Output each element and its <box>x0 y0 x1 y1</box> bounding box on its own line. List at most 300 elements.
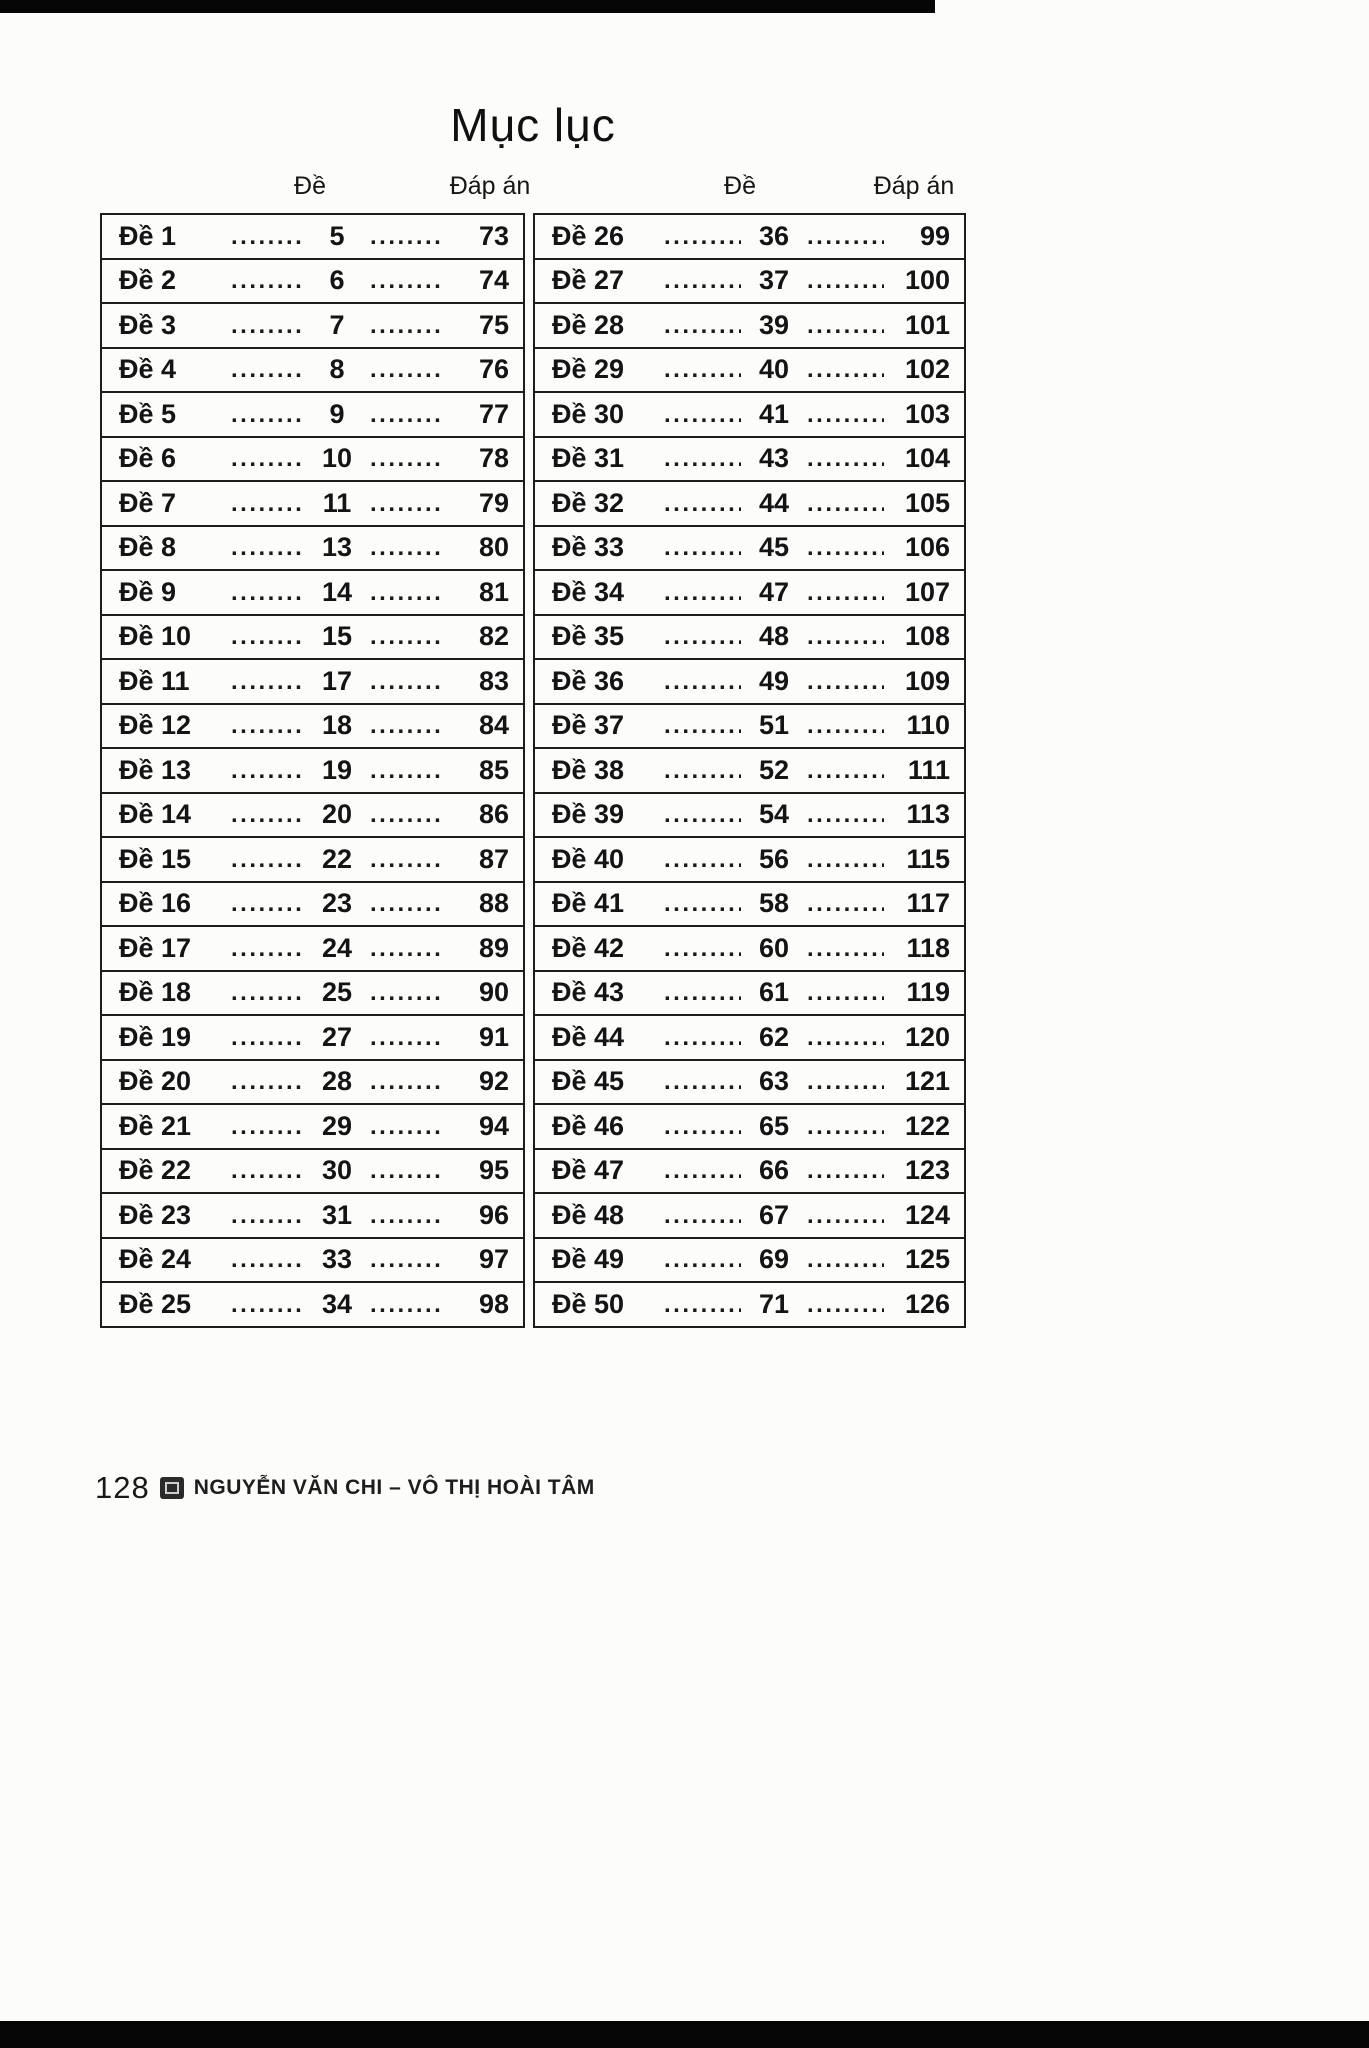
dapan-page-number: 126 <box>904 1288 950 1319</box>
dot-leader <box>807 1112 884 1148</box>
toc-entry <box>100 1059 525 1106</box>
de-page-number: 22 <box>321 843 353 874</box>
page-footer <box>95 1470 595 1506</box>
toc-entry <box>100 792 525 839</box>
publisher-logo-icon <box>160 1477 184 1499</box>
dot-leader <box>807 489 884 525</box>
dapan-page-number: 103 <box>904 398 950 429</box>
toc-entry <box>533 703 966 750</box>
dot-leader <box>664 400 741 436</box>
dot-leader <box>807 311 884 347</box>
dot-leader <box>807 1067 884 1103</box>
dapan-page-number: 77 <box>478 398 509 429</box>
entry-label: Đề 17 <box>119 932 192 963</box>
de-page-number: 60 <box>758 932 790 963</box>
dot-leader <box>231 489 304 525</box>
entry-label: Đề 3 <box>119 309 177 340</box>
entry-label: Đề 35 <box>552 621 625 652</box>
de-page-number: 43 <box>758 443 790 474</box>
entry-label: Đề 24 <box>119 1244 192 1275</box>
dot-leader <box>664 533 741 569</box>
toc-entry <box>533 836 966 883</box>
de-page-number: 11 <box>322 487 352 518</box>
header-dapan-left: Đáp án <box>449 172 531 200</box>
entry-label: Đề 15 <box>119 843 192 874</box>
entry-label: Đề 9 <box>119 576 177 607</box>
entry-label: Đề 21 <box>119 1110 192 1141</box>
dot-leader <box>664 978 741 1014</box>
entry-label: Đề 42 <box>552 932 625 963</box>
entry-label: Đề 50 <box>552 1288 625 1319</box>
entry-label: Đề 45 <box>552 1066 625 1097</box>
dot-leader <box>664 1156 741 1192</box>
entry-label: Đề 16 <box>119 888 192 919</box>
dot-leader <box>370 311 443 347</box>
dot-leader <box>664 1201 741 1237</box>
entry-label: Đề 47 <box>552 1155 625 1186</box>
toc-entry <box>100 1014 525 1061</box>
toc-entry <box>533 658 966 705</box>
dot-leader <box>807 934 884 970</box>
dot-leader <box>807 622 884 658</box>
dot-leader <box>231 311 304 347</box>
dapan-page-number: 87 <box>478 843 509 874</box>
de-page-number: 28 <box>321 1066 353 1097</box>
dapan-page-number: 104 <box>904 443 950 474</box>
dot-leader <box>370 489 443 525</box>
toc-entry <box>533 258 966 305</box>
dapan-page-number: 110 <box>906 710 950 741</box>
toc-table <box>100 213 966 1328</box>
de-page-number: 33 <box>321 1244 353 1275</box>
de-page-number: 14 <box>321 576 353 607</box>
toc-entry <box>533 1059 966 1106</box>
toc-entry <box>100 436 525 483</box>
de-page-number: 51 <box>758 710 790 741</box>
toc-entry <box>100 925 525 972</box>
dot-leader <box>664 889 741 925</box>
toc-entry <box>533 347 966 394</box>
dapan-page-number: 97 <box>478 1244 509 1275</box>
dot-leader <box>370 533 443 569</box>
dapan-page-number: 83 <box>478 665 509 696</box>
entry-label: Đề 32 <box>552 487 625 518</box>
dapan-page-number: 120 <box>904 1021 950 1052</box>
de-page-number: 20 <box>321 799 353 830</box>
entry-label: Đề 20 <box>119 1066 192 1097</box>
toc-entry <box>100 1237 525 1284</box>
dot-leader <box>807 1201 884 1237</box>
toc-entry <box>533 1148 966 1195</box>
toc-entry <box>533 525 966 572</box>
de-page-number: 62 <box>758 1021 790 1052</box>
dot-leader <box>370 222 443 258</box>
de-page-number: 40 <box>758 354 790 385</box>
dot-leader <box>370 1067 443 1103</box>
dot-leader <box>370 978 443 1014</box>
entry-label: Đề 49 <box>552 1244 625 1275</box>
entry-label: Đề 23 <box>119 1199 192 1230</box>
entry-label: Đề 14 <box>119 799 192 830</box>
entry-label: Đề 43 <box>552 977 625 1008</box>
dot-leader <box>664 1023 741 1059</box>
dot-leader <box>807 1023 884 1059</box>
toc-entry <box>100 213 525 260</box>
dot-leader <box>807 266 884 302</box>
toc-entry <box>533 302 966 349</box>
toc-entry <box>533 480 966 527</box>
de-page-number: 25 <box>321 977 353 1008</box>
dapan-page-number: 91 <box>478 1021 509 1052</box>
dot-leader <box>231 222 304 258</box>
entry-label: Đề 26 <box>552 220 625 251</box>
dot-leader <box>370 578 443 614</box>
dot-leader <box>807 1290 884 1326</box>
entry-label: Đề 4 <box>119 354 177 385</box>
dot-leader <box>807 578 884 614</box>
dot-leader <box>664 1067 741 1103</box>
dapan-page-number: 94 <box>478 1110 509 1141</box>
dot-leader <box>664 489 741 525</box>
toc-entry <box>533 614 966 661</box>
entry-label: Đề 5 <box>119 398 177 429</box>
dot-leader <box>370 1023 443 1059</box>
dot-leader <box>664 845 741 881</box>
dot-leader <box>370 800 443 836</box>
de-page-number: 65 <box>758 1110 790 1141</box>
dot-leader <box>231 578 304 614</box>
dapan-page-number: 123 <box>904 1155 950 1186</box>
toc-entry <box>533 881 966 928</box>
dapan-page-number: 98 <box>478 1288 509 1319</box>
de-page-number: 17 <box>321 665 353 696</box>
entry-label: Đề 37 <box>552 710 625 741</box>
dot-leader <box>807 1245 884 1281</box>
dot-leader <box>370 845 443 881</box>
dot-leader <box>231 845 304 881</box>
dot-leader <box>664 1112 741 1148</box>
dapan-page-number: 102 <box>904 354 950 385</box>
dot-leader <box>664 711 741 747</box>
header-de-right: Đề <box>724 172 756 200</box>
de-page-number: 9 <box>329 398 345 429</box>
entry-label: Đề 6 <box>119 443 177 474</box>
dapan-page-number: 75 <box>478 309 509 340</box>
dot-leader <box>231 1156 304 1192</box>
scan-artifact-bottom-bar <box>0 2021 1369 2048</box>
dot-leader <box>807 444 884 480</box>
dot-leader <box>664 355 741 391</box>
dot-leader <box>370 444 443 480</box>
dot-leader <box>664 1245 741 1281</box>
de-page-number: 58 <box>758 888 790 919</box>
dot-leader <box>807 355 884 391</box>
entry-label: Đề 12 <box>119 710 192 741</box>
de-page-number: 47 <box>758 576 790 607</box>
de-page-number: 44 <box>758 487 790 518</box>
toc-entry <box>100 1103 525 1150</box>
dot-leader <box>807 667 884 703</box>
dot-leader <box>664 756 741 792</box>
dapan-page-number: 109 <box>904 665 950 696</box>
scan-artifact-top-bar <box>0 0 935 13</box>
de-page-number: 34 <box>321 1288 353 1319</box>
entry-label: Đề 8 <box>119 532 177 563</box>
toc-entry <box>533 970 966 1017</box>
dot-leader <box>807 222 884 258</box>
header-de-left: Đề <box>294 172 326 200</box>
page-title: Mục lục <box>450 99 616 151</box>
de-page-number: 6 <box>329 265 345 296</box>
dot-leader <box>664 800 741 836</box>
entry-label: Đề 40 <box>552 843 625 874</box>
de-page-number: 54 <box>758 799 790 830</box>
header-dapan-right: Đáp án <box>873 172 955 200</box>
entry-label: Đề 33 <box>552 532 625 563</box>
toc-entry <box>100 1148 525 1195</box>
entry-label: Đề 46 <box>552 1110 625 1141</box>
toc-entry <box>100 347 525 394</box>
dapan-page-number: 88 <box>478 888 509 919</box>
dot-leader <box>664 444 741 480</box>
de-page-number: 10 <box>321 443 353 474</box>
dot-leader <box>807 1156 884 1192</box>
toc-entry <box>100 302 525 349</box>
dapan-page-number: 96 <box>478 1199 509 1230</box>
footer-page-number: 128 <box>95 1470 150 1505</box>
toc-entry <box>100 881 525 928</box>
dot-leader <box>231 266 304 302</box>
de-page-number: 48 <box>758 621 790 652</box>
dot-leader <box>370 400 443 436</box>
dot-leader <box>370 622 443 658</box>
toc-entry <box>100 614 525 661</box>
dapan-page-number: 107 <box>904 576 950 607</box>
toc-entry <box>100 391 525 438</box>
dot-leader <box>807 533 884 569</box>
dot-leader <box>807 400 884 436</box>
dot-leader <box>231 444 304 480</box>
dot-leader <box>370 1245 443 1281</box>
dapan-page-number: 121 <box>904 1066 950 1097</box>
dapan-page-number: 125 <box>904 1244 950 1275</box>
dot-leader <box>664 1290 741 1326</box>
de-page-number: 45 <box>758 532 790 563</box>
dot-leader <box>370 889 443 925</box>
de-page-number: 23 <box>321 888 353 919</box>
entry-label: Đề 38 <box>552 754 625 785</box>
dot-leader <box>807 889 884 925</box>
dapan-page-number: 108 <box>904 621 950 652</box>
dapan-page-number: 92 <box>478 1066 509 1097</box>
toc-column-right <box>533 213 966 1328</box>
toc-entry <box>100 658 525 705</box>
dapan-page-number: 85 <box>478 754 509 785</box>
de-page-number: 69 <box>758 1244 790 1275</box>
dapan-page-number: 86 <box>478 799 509 830</box>
dot-leader <box>370 667 443 703</box>
entry-label: Đề 29 <box>552 354 625 385</box>
toc-entry <box>533 1237 966 1284</box>
dapan-page-number: 122 <box>904 1110 950 1141</box>
dot-leader <box>370 1112 443 1148</box>
dot-leader <box>807 978 884 1014</box>
dapan-page-number: 117 <box>906 888 950 919</box>
dot-leader <box>664 222 741 258</box>
entry-label: Đề 7 <box>119 487 177 518</box>
toc-entry <box>100 703 525 750</box>
toc-entry <box>533 792 966 839</box>
dapan-page-number: 84 <box>478 710 509 741</box>
toc-entry <box>100 258 525 305</box>
dapan-page-number: 79 <box>478 487 509 518</box>
de-page-number: 41 <box>758 398 790 429</box>
de-page-number: 27 <box>321 1021 353 1052</box>
dapan-page-number: 111 <box>907 754 950 785</box>
entry-label: Đề 28 <box>552 309 625 340</box>
dapan-page-number: 89 <box>478 932 509 963</box>
dot-leader <box>807 845 884 881</box>
toc-entry <box>533 1281 966 1328</box>
dapan-page-number: 105 <box>904 487 950 518</box>
de-page-number: 63 <box>758 1066 790 1097</box>
entry-label: Đề 34 <box>552 576 625 607</box>
de-page-number: 37 <box>758 265 790 296</box>
dapan-page-number: 78 <box>478 443 509 474</box>
dot-leader <box>231 400 304 436</box>
de-page-number: 67 <box>758 1199 790 1230</box>
toc-entry <box>533 391 966 438</box>
entry-label: Đề 48 <box>552 1199 625 1230</box>
toc-entry <box>533 925 966 972</box>
toc-entry <box>100 525 525 572</box>
de-page-number: 19 <box>321 754 353 785</box>
entry-label: Đề 31 <box>552 443 625 474</box>
dot-leader <box>664 934 741 970</box>
de-page-number: 56 <box>758 843 790 874</box>
toc-entry <box>533 1014 966 1061</box>
de-page-number: 15 <box>321 621 353 652</box>
dot-leader <box>370 711 443 747</box>
dot-leader <box>370 934 443 970</box>
dot-leader <box>370 266 443 302</box>
dapan-page-number: 82 <box>478 621 509 652</box>
toc-entry <box>533 436 966 483</box>
footer-authors: NGUYỄN VĂN CHI – VÔ THỊ HOÀI TÂM <box>193 1476 595 1499</box>
dot-leader <box>231 1067 304 1103</box>
de-page-number: 30 <box>321 1155 353 1186</box>
dapan-page-number: 101 <box>904 309 950 340</box>
dapan-page-number: 115 <box>906 843 950 874</box>
toc-entry <box>533 1103 966 1150</box>
toc-column-left <box>100 213 525 1328</box>
entry-label: Đề 36 <box>552 665 625 696</box>
dapan-page-number: 119 <box>906 977 950 1008</box>
dot-leader <box>664 622 741 658</box>
dot-leader <box>807 711 884 747</box>
toc-entry <box>100 836 525 883</box>
dapan-page-number: 113 <box>906 799 950 830</box>
de-page-number: 13 <box>321 532 353 563</box>
dapan-page-number: 90 <box>478 977 509 1008</box>
entry-label: Đề 22 <box>119 1155 192 1186</box>
de-page-number: 39 <box>758 309 790 340</box>
dot-leader <box>231 1290 304 1326</box>
de-page-number: 29 <box>321 1110 353 1141</box>
de-page-number: 61 <box>758 977 790 1008</box>
toc-entry <box>533 747 966 794</box>
dot-leader <box>231 1201 304 1237</box>
entry-label: Đề 41 <box>552 888 625 919</box>
dot-leader <box>370 1201 443 1237</box>
dapan-page-number: 95 <box>478 1155 509 1186</box>
toc-entry <box>100 1281 525 1328</box>
entry-label: Đề 39 <box>552 799 625 830</box>
dot-leader <box>370 1290 443 1326</box>
de-page-number: 24 <box>321 932 353 963</box>
dot-leader <box>231 1245 304 1281</box>
dapan-page-number: 76 <box>478 354 509 385</box>
de-page-number: 66 <box>758 1155 790 1186</box>
dot-leader <box>664 266 741 302</box>
dot-leader <box>370 756 443 792</box>
dot-leader <box>231 533 304 569</box>
entry-label: Đề 10 <box>119 621 192 652</box>
dot-leader <box>231 1023 304 1059</box>
dot-leader <box>231 355 304 391</box>
dot-leader <box>807 756 884 792</box>
dapan-page-number: 100 <box>904 265 950 296</box>
de-page-number: 7 <box>329 309 345 340</box>
dot-leader <box>231 934 304 970</box>
dapan-page-number: 106 <box>904 532 950 563</box>
dapan-page-number: 124 <box>904 1199 950 1230</box>
de-page-number: 71 <box>758 1288 790 1319</box>
toc-entry <box>100 970 525 1017</box>
dapan-page-number: 73 <box>478 220 509 251</box>
toc-entry <box>100 1192 525 1239</box>
entry-label: Đề 27 <box>552 265 625 296</box>
dot-leader <box>664 311 741 347</box>
dapan-page-number: 118 <box>906 932 950 963</box>
dot-leader <box>664 667 741 703</box>
entry-label: Đề 13 <box>119 754 192 785</box>
toc-entry <box>533 1192 966 1239</box>
dot-leader <box>231 667 304 703</box>
dot-leader <box>231 711 304 747</box>
de-page-number: 49 <box>758 665 790 696</box>
dapan-page-number: 99 <box>919 220 950 251</box>
dot-leader <box>664 578 741 614</box>
dot-leader <box>231 978 304 1014</box>
entry-label: Đề 1 <box>119 220 177 251</box>
entry-label: Đề 30 <box>552 398 625 429</box>
entry-label: Đề 19 <box>119 1021 192 1052</box>
de-page-number: 8 <box>329 354 345 385</box>
de-page-number: 52 <box>758 754 790 785</box>
table-column-headers <box>100 172 966 208</box>
entry-label: Đề 18 <box>119 977 192 1008</box>
dot-leader <box>231 1112 304 1148</box>
toc-entry <box>100 480 525 527</box>
entry-label: Đề 2 <box>119 265 177 296</box>
toc-entry <box>100 569 525 616</box>
dapan-page-number: 81 <box>478 576 509 607</box>
entry-label: Đề 11 <box>119 665 190 696</box>
de-page-number: 5 <box>329 220 345 251</box>
dot-leader <box>370 1156 443 1192</box>
de-page-number: 36 <box>758 220 790 251</box>
